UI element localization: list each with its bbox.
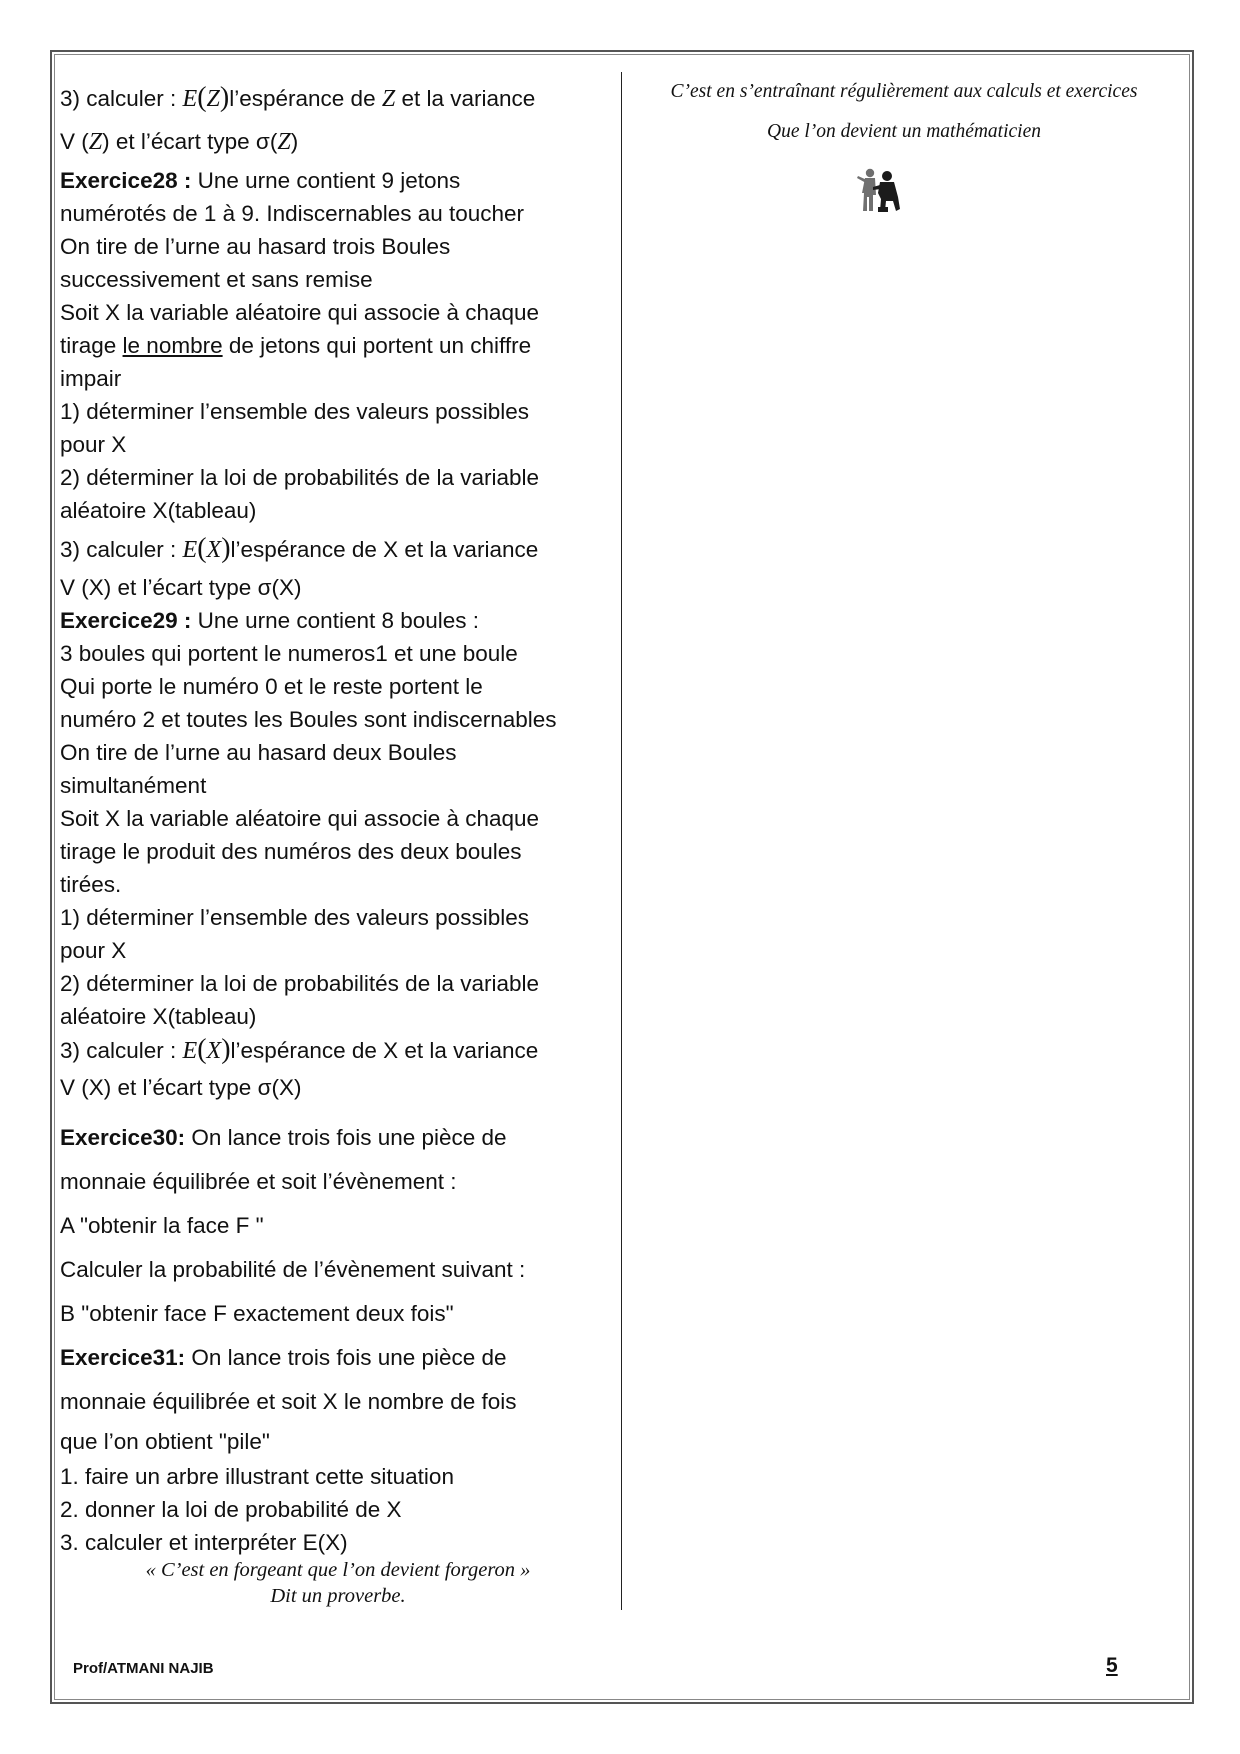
ex27-question3: 3) calculer : E(Z)l’espérance de Z et la variance xyxy=(60,82,536,113)
ex27-question3-cont: V (Z) et l’écart type σ(Z) xyxy=(60,129,299,155)
exercise-28-title: Exercice28 : xyxy=(60,168,192,193)
exercise-29-title: Exercice29 : xyxy=(60,608,192,633)
exercise-30: Exercice30: On lance trois fois une pièce de monnaie équilibrée et soit l’évènement : A "obtenir la face F " Calculer la probabilité de l’évènement suivant : B "obtenir face F exactement deux fois" xyxy=(60,1125,526,1326)
exercise-28: Exercice28 : Une urne contient 9 jetons numérotés de 1 à 9. Indiscernables au toucher On tire de l’urne au hasard trois Boules successivement et sans remise Soit X la variable aléatoire qui associe à chaque tirage le nombre de jetons qui portent un chiffre impair 1) déterminer l’ensemble des valeurs possibles pour X 2) déterminer la loi de probabilités de la variable aléatoire X(tableau) 3) calculer : E(X)l’espérance de X et la variance V (X) et l’écart type σ(X) xyxy=(60,168,540,600)
exercise-31: Exercice31: On lance trois fois une pièce de monnaie équilibrée et soit X le nombre de fois que l’on obtient "pile" 1. faire un arbre illustrant cette situation 2. donner la loi de probabilité de X 3. calculer et interpréter E(X) xyxy=(60,1345,517,1555)
right-column xyxy=(628,72,1180,152)
exercise-31-title: Exercice31: xyxy=(60,1345,186,1370)
exercise-29: Exercice29 : Une urne contient 8 boules : 3 boules qui portent le numeros1 et une boule Qui porte le numéro 0 et le reste portent le numéro 2 et toutes les Boules sont indiscernables On tire de l’urne au hasard deux Boules simultanément Soit X la variable aléatoire qui associe à chaque tirage le produit des numéros des deux boules tirées. 1) déterminer l’ensemble des valeurs possibles pour X 2) déterminer la loi de probabilités de la variable aléatoire X(tableau) 3) calculer : E(X)l’espérance de X et la variance V (X) et l’écart type σ(X) xyxy=(60,608,557,1100)
exercise-30-title: Exercice30: xyxy=(60,1125,186,1150)
motivation-quote-line1: C’est en s’entraînant régulièrement aux calculs et exercices xyxy=(670,81,1138,102)
left-column xyxy=(60,76,616,1559)
two-people-pointing-icon xyxy=(856,167,902,222)
footer-author: Prof/ATMANI NAJIB xyxy=(73,1660,214,1677)
page-number: 5 xyxy=(1106,1654,1118,1677)
column-divider xyxy=(621,72,622,1610)
motivation-quote-line2: Que l’on devient un mathématicien xyxy=(767,121,1041,142)
proverb-quote: « C’est en forgeant que l’on devient forgeron » Dit un proverbe. xyxy=(145,1559,531,1607)
